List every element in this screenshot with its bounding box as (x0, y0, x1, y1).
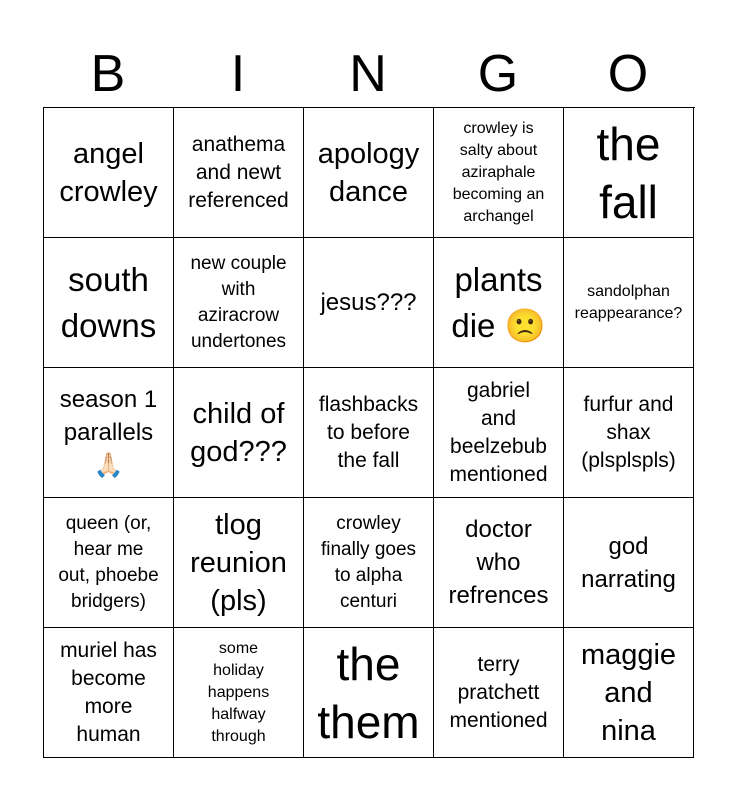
cell-text: new couple with aziracrow undertones (190, 252, 287, 352)
bingo-cell[interactable] (174, 368, 304, 498)
bingo-cell[interactable] (434, 498, 564, 628)
cell-text: maggie and nina (580, 638, 677, 747)
bingo-cell[interactable] (174, 108, 304, 238)
cell-text: some holiday happens halfway through (207, 639, 270, 745)
bingo-cell[interactable] (44, 368, 174, 498)
cell-text: child of god??? (190, 397, 287, 468)
cell-text: anathema and newt referenced (188, 132, 289, 212)
bingo-cell[interactable] (304, 498, 434, 628)
cell-text: sandolphan reappearance? (574, 282, 683, 322)
bingo-cell[interactable] (304, 108, 434, 238)
cell-text: jesus??? (320, 289, 417, 316)
cell-text: south downs (60, 260, 157, 344)
cell-text: muriel has become more human (60, 638, 157, 746)
cell-text: season 1 parallels 🙏🏻 (59, 386, 158, 479)
header-letter-g: G (477, 45, 519, 103)
cell-text: angel crowley (59, 137, 158, 208)
bingo-cell[interactable] (564, 238, 694, 368)
cell-text: god narrating (581, 532, 676, 593)
cell-text: plants die 🙁 (451, 260, 546, 344)
cell-text: flashbacks to before the fall (318, 392, 419, 472)
header-letter-n: N (349, 45, 387, 103)
bingo-cell[interactable] (174, 238, 304, 368)
cell-text: crowley is salty about aziraphale becoming an archangel (452, 119, 545, 225)
header-letter-i: I (230, 45, 246, 103)
cell-text: crowley finally goes to alpha centuri (320, 512, 417, 612)
bingo-cell[interactable] (434, 628, 564, 758)
cell-text: queen (or, hear me out, phoebe bridgers) (58, 512, 159, 612)
bingo-cell[interactable] (434, 238, 564, 368)
cell-text: doctor who refrences (448, 516, 549, 609)
cell-text: tlog reunion (pls) (190, 508, 287, 617)
bingo-grid (43, 107, 695, 758)
bingo-cell[interactable] (44, 238, 174, 368)
bingo-cell[interactable] (434, 108, 564, 238)
header-letter-b: B (90, 45, 126, 103)
bingo-cell[interactable] (304, 368, 434, 498)
bingo-cell[interactable] (304, 238, 434, 368)
bingo-cell[interactable] (564, 108, 694, 238)
cell-text: apology dance (317, 137, 420, 208)
bingo-cell[interactable] (174, 498, 304, 628)
bingo-cell[interactable] (44, 628, 174, 758)
bingo-cell[interactable] (564, 628, 694, 758)
bingo-cell[interactable] (44, 498, 174, 628)
bingo-cell[interactable] (44, 108, 174, 238)
bingo-cell[interactable] (304, 628, 434, 758)
cell-text: furfur and shax (plsplspls) (581, 392, 676, 472)
bingo-cell[interactable] (434, 368, 564, 498)
cell-text: the fall (596, 117, 661, 228)
cell-text: the them (317, 637, 420, 748)
bingo-cell[interactable] (174, 628, 304, 758)
header-letter-o: O (607, 45, 649, 103)
bingo-cell[interactable] (564, 498, 694, 628)
cell-text: gabriel and beelzebub mentioned (449, 378, 548, 486)
cell-text: terry pratchett mentioned (449, 652, 548, 732)
bingo-header (43, 40, 693, 108)
bingo-cell[interactable] (564, 368, 694, 498)
